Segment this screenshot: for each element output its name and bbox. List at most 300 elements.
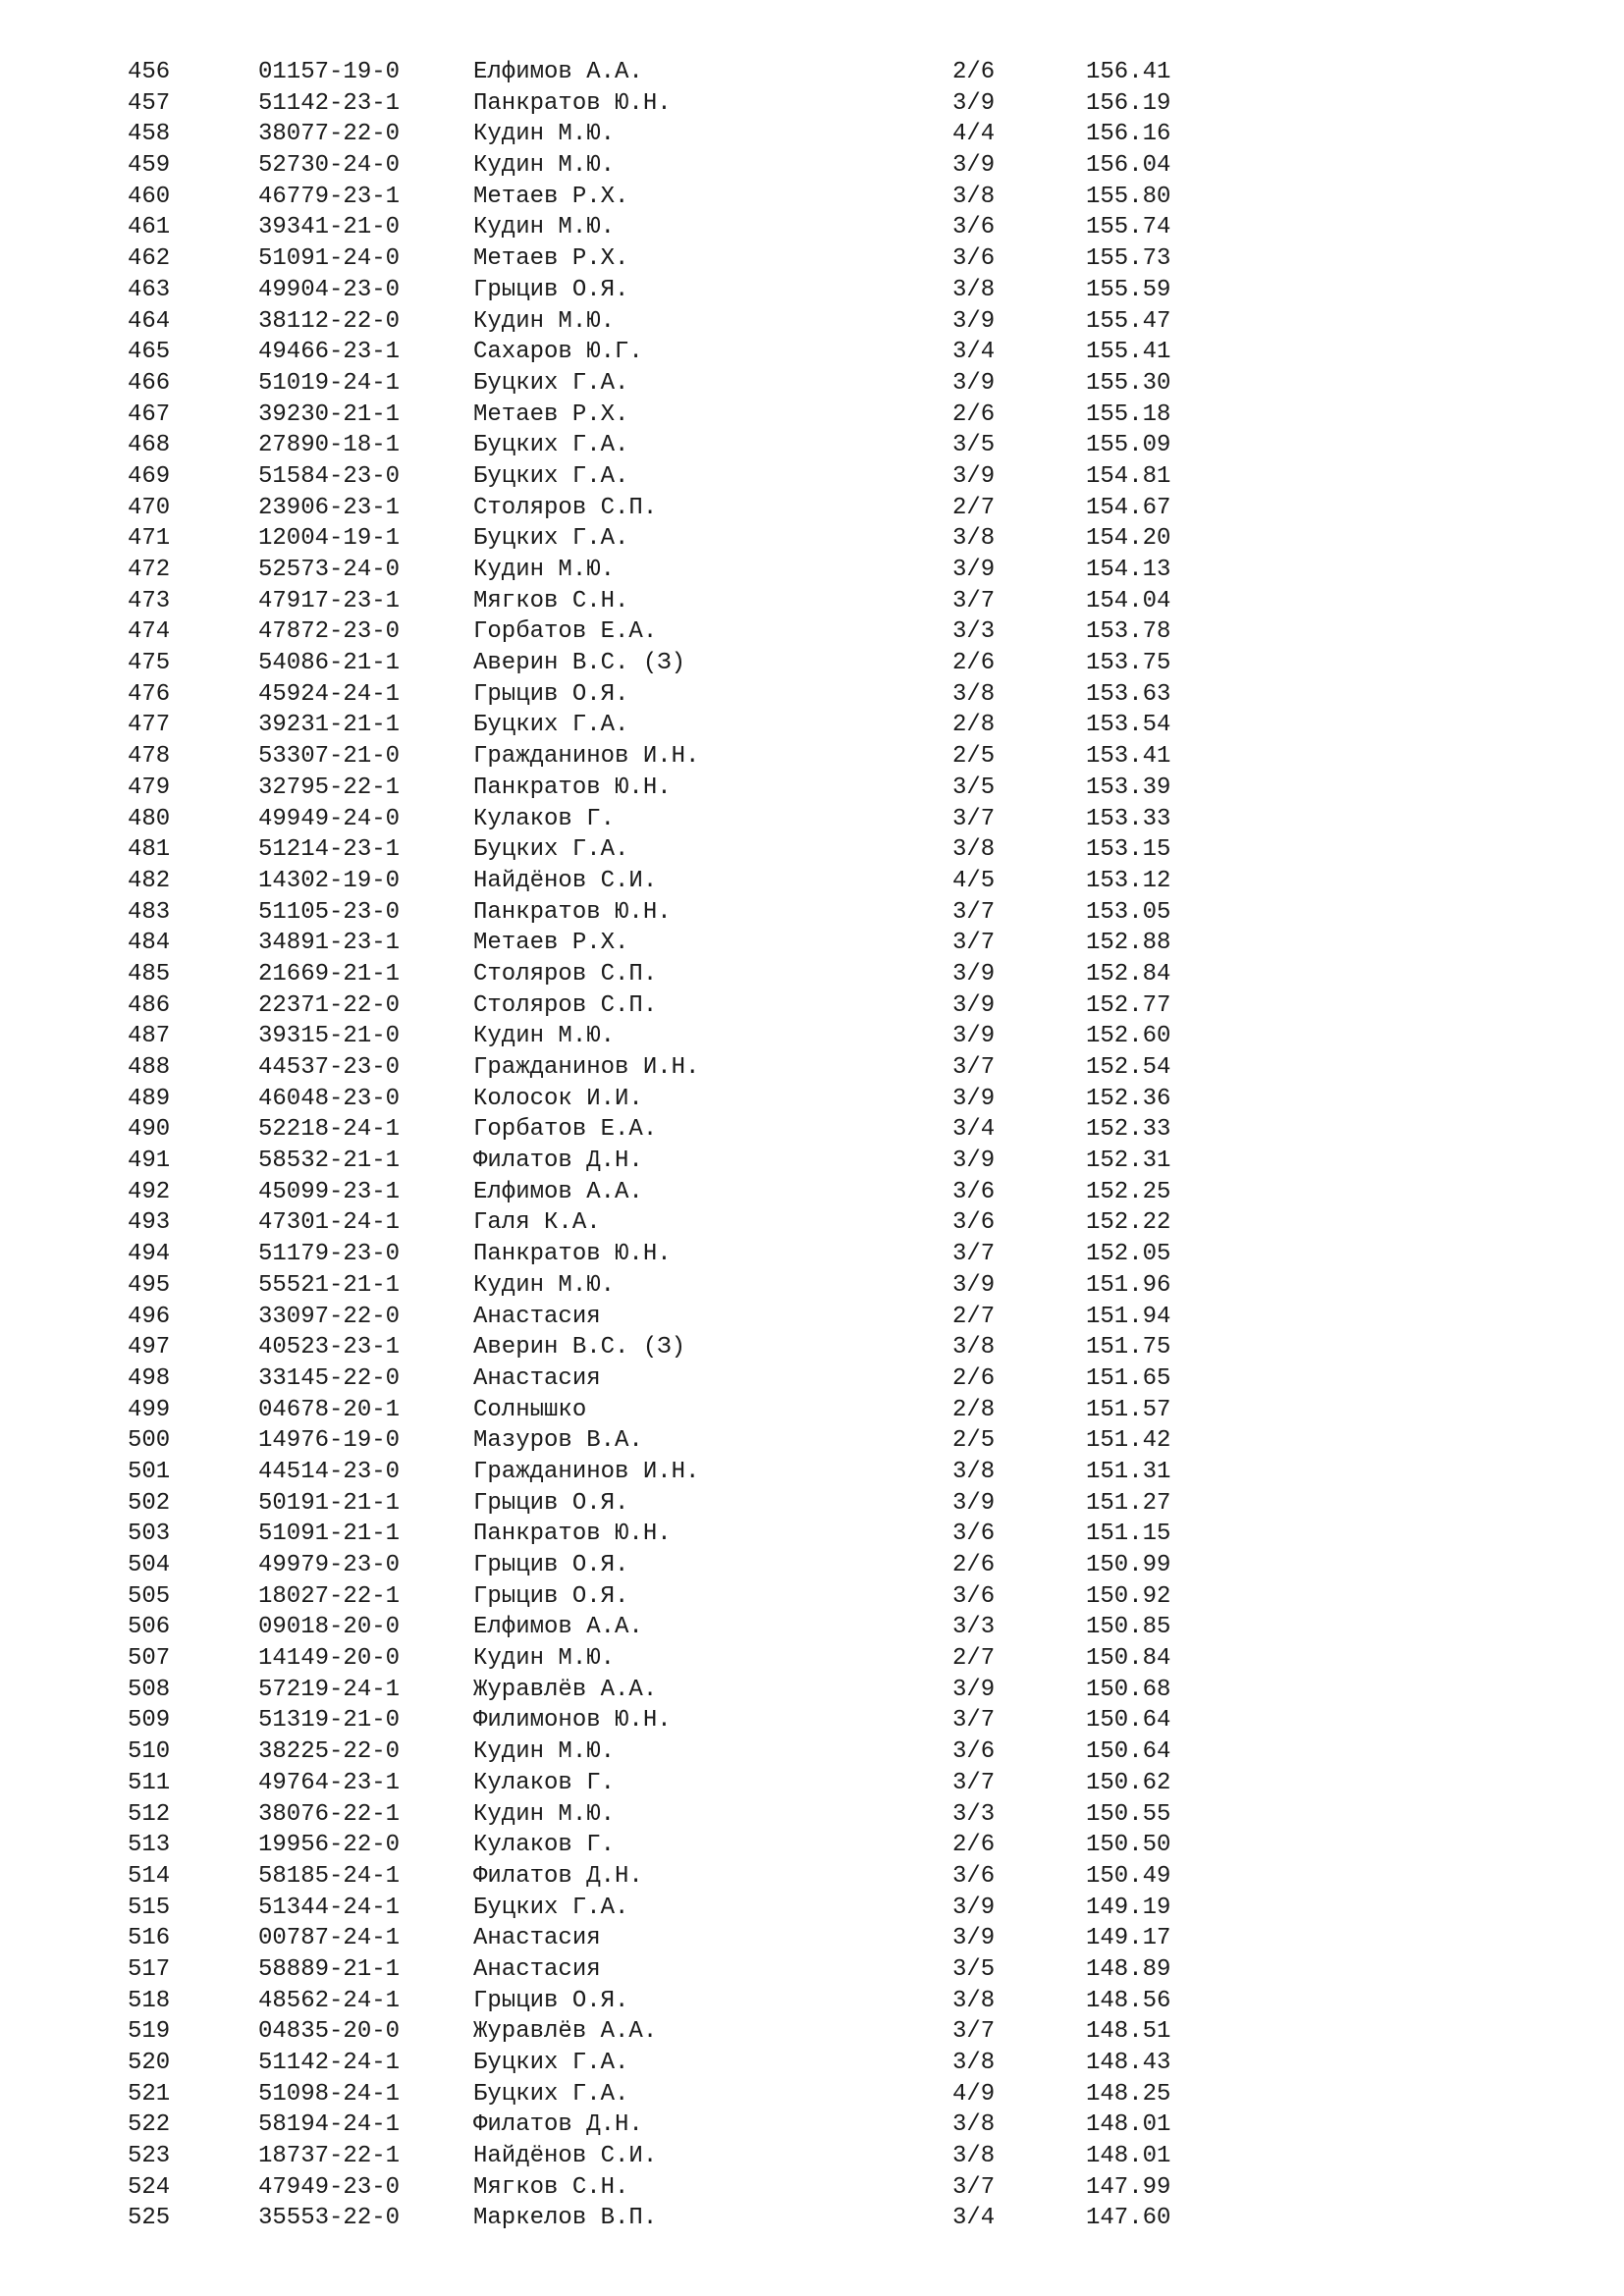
owner-name: Мягков С.Н. (473, 2173, 629, 2201)
score: 150.68 (1086, 1676, 1171, 1703)
ratio: 3/4 (952, 339, 996, 366)
pigeon-code: 51019-24-1 (258, 369, 401, 397)
score: 156.19 (1086, 89, 1171, 117)
pigeon-code: 38225-22-0 (258, 1738, 401, 1766)
row-number: 475 (128, 650, 171, 677)
score: 153.05 (1086, 898, 1171, 926)
score: 153.75 (1086, 650, 1171, 677)
owner-name: Метаев Р.Х. (473, 245, 629, 273)
pigeon-code: 04678-20-1 (258, 1396, 401, 1423)
owner-name: Буцких Г.А. (473, 2050, 629, 2076)
score: 150.64 (1086, 1707, 1171, 1735)
ratio: 3/3 (952, 618, 996, 646)
pigeon-code: 22371-22-0 (258, 991, 401, 1019)
pigeon-code: 45924-24-1 (258, 680, 401, 708)
pigeon-code: 52573-24-0 (258, 557, 401, 583)
score: 151.94 (1086, 1303, 1171, 1330)
pigeon-code: 47917-23-1 (258, 587, 401, 614)
pigeon-code: 47301-24-1 (258, 1209, 401, 1237)
row-number: 524 (128, 2173, 171, 2201)
score: 155.73 (1086, 245, 1171, 273)
owner-name: Сахаров Ю.Г. (473, 339, 643, 366)
ratio: 3/9 (952, 369, 996, 397)
score: 155.47 (1086, 307, 1171, 335)
score: 152.88 (1086, 930, 1171, 957)
ratio: 3/7 (952, 587, 996, 614)
row-number: 494 (128, 1241, 171, 1268)
owner-name: Буцких Г.А. (473, 2080, 629, 2108)
row-number: 506 (128, 1614, 171, 1641)
ratio: 3/3 (952, 1614, 996, 1641)
owner-name: Буцких Г.А. (473, 525, 629, 553)
pigeon-code: 01157-19-0 (258, 59, 401, 85)
row-number: 503 (128, 1521, 171, 1548)
score: 150.85 (1086, 1614, 1171, 1641)
ratio: 3/7 (952, 2173, 996, 2201)
row-number: 486 (128, 991, 171, 1019)
ratio: 3/9 (952, 1148, 996, 1175)
ratio: 3/7 (952, 1241, 996, 1268)
owner-name: Мазуров В.А. (473, 1427, 643, 1455)
row-number: 492 (128, 1178, 171, 1205)
ratio: 3/9 (952, 1085, 996, 1112)
score: 150.99 (1086, 1552, 1171, 1578)
ratio: 2/6 (952, 1552, 996, 1578)
pigeon-code: 51105-23-0 (258, 898, 401, 926)
row-number: 520 (128, 2050, 171, 2076)
ratio: 3/9 (952, 1676, 996, 1703)
pigeon-code: 44537-23-0 (258, 1054, 401, 1081)
row-number: 470 (128, 494, 171, 521)
row-number: 514 (128, 1862, 171, 1890)
ratio: 3/5 (952, 432, 996, 459)
row-number: 513 (128, 1832, 171, 1859)
ratio: 3/7 (952, 2018, 996, 2046)
score: 151.96 (1086, 1271, 1171, 1299)
score: 152.31 (1086, 1148, 1171, 1175)
row-number: 482 (128, 867, 171, 894)
pigeon-code: 49466-23-1 (258, 339, 401, 366)
pigeon-code: 51142-23-1 (258, 89, 401, 117)
ratio: 2/6 (952, 59, 996, 85)
ratio: 3/7 (952, 898, 996, 926)
pigeon-code: 39341-21-0 (258, 214, 401, 241)
row-number: 487 (128, 1023, 171, 1050)
row-number: 496 (128, 1303, 171, 1330)
ratio: 3/6 (952, 1209, 996, 1237)
score: 151.27 (1086, 1489, 1171, 1517)
score: 153.15 (1086, 836, 1171, 864)
row-number: 518 (128, 1987, 171, 2014)
ratio: 2/6 (952, 1364, 996, 1392)
score: 148.51 (1086, 2018, 1171, 2046)
ratio: 3/9 (952, 307, 996, 335)
pigeon-code: 58532-21-1 (258, 1148, 401, 1175)
pigeon-code: 27890-18-1 (258, 432, 401, 459)
owner-name: Филимонов Ю.Н. (473, 1707, 672, 1735)
ratio: 2/6 (952, 400, 996, 428)
owner-name: Кулаков Г. (473, 1769, 616, 1796)
row-number: 462 (128, 245, 171, 273)
row-number: 497 (128, 1334, 171, 1362)
ratio: 4/9 (952, 2080, 996, 2108)
owner-name: Анастасия (473, 1925, 601, 1952)
pigeon-code: 51142-24-1 (258, 2050, 401, 2076)
owner-name: Журавлёв А.А. (473, 2018, 658, 2046)
row-number: 491 (128, 1148, 171, 1175)
score: 151.42 (1086, 1427, 1171, 1455)
row-number: 498 (128, 1364, 171, 1392)
owner-name: Панкратов Ю.Н. (473, 1241, 672, 1268)
ratio: 3/6 (952, 214, 996, 241)
ratio: 3/7 (952, 1707, 996, 1735)
ratio: 3/6 (952, 245, 996, 273)
score: 148.01 (1086, 2143, 1171, 2170)
owner-name: Анастасия (473, 1303, 601, 1330)
score: 152.60 (1086, 1023, 1171, 1050)
score: 152.54 (1086, 1054, 1171, 1081)
row-number: 464 (128, 307, 171, 335)
owner-name: Столяров С.П. (473, 494, 658, 521)
owner-name: Буцких Г.А. (473, 462, 629, 490)
row-number: 523 (128, 2143, 171, 2170)
score: 148.25 (1086, 2080, 1171, 2108)
score: 153.63 (1086, 680, 1171, 708)
score: 152.33 (1086, 1116, 1171, 1144)
ratio: 2/7 (952, 494, 996, 521)
ratio: 2/6 (952, 650, 996, 677)
row-number: 493 (128, 1209, 171, 1237)
row-number: 509 (128, 1707, 171, 1735)
ratio: 3/9 (952, 991, 996, 1019)
pigeon-code: 14302-19-0 (258, 867, 401, 894)
row-number: 457 (128, 89, 171, 117)
row-number: 461 (128, 214, 171, 241)
ratio: 3/6 (952, 1738, 996, 1766)
row-number: 507 (128, 1645, 171, 1673)
score: 152.22 (1086, 1209, 1171, 1237)
score: 154.81 (1086, 462, 1171, 490)
owner-name: Буцких Г.А. (473, 432, 629, 459)
score: 155.30 (1086, 369, 1171, 397)
row-number: 463 (128, 276, 171, 303)
ratio: 3/8 (952, 1987, 996, 2014)
row-number: 515 (128, 1894, 171, 1921)
ratio: 3/8 (952, 1334, 996, 1362)
owner-name: Грыцив О.Я. (473, 680, 629, 708)
row-number: 511 (128, 1769, 171, 1796)
ratio: 2/7 (952, 1645, 996, 1673)
pigeon-code: 39230-21-1 (258, 400, 401, 428)
ratio: 3/8 (952, 183, 996, 210)
pigeon-code: 49949-24-0 (258, 805, 401, 832)
row-number: 485 (128, 960, 171, 988)
ratio: 2/5 (952, 1427, 996, 1455)
ratio: 2/8 (952, 712, 996, 739)
row-number: 471 (128, 525, 171, 553)
ratio: 3/8 (952, 2050, 996, 2076)
owner-name: Аверин В.С. (З) (473, 1334, 686, 1362)
row-number: 512 (128, 1800, 171, 1828)
score: 148.01 (1086, 2111, 1171, 2139)
pigeon-code: 44514-23-0 (258, 1458, 401, 1485)
pigeon-code: 57219-24-1 (258, 1676, 401, 1703)
ratio: 3/9 (952, 1023, 996, 1050)
ratio: 3/5 (952, 774, 996, 801)
score: 148.89 (1086, 1955, 1171, 1983)
pigeon-code: 48562-24-1 (258, 1987, 401, 2014)
owner-name: Анастасия (473, 1955, 601, 1983)
pigeon-code: 52730-24-0 (258, 152, 401, 180)
ratio: 3/6 (952, 1521, 996, 1548)
owner-name: Кудин М.Ю. (473, 1645, 616, 1673)
pigeon-code: 47949-23-0 (258, 2173, 401, 2201)
row-number: 473 (128, 587, 171, 614)
ratio: 3/7 (952, 1054, 996, 1081)
pigeon-code: 33097-22-0 (258, 1303, 401, 1330)
row-number: 483 (128, 898, 171, 926)
owner-name: Грыцив О.Я. (473, 276, 629, 303)
pigeon-code: 52218-24-1 (258, 1116, 401, 1144)
ratio: 3/9 (952, 960, 996, 988)
owner-name: Панкратов Ю.Н. (473, 1521, 672, 1548)
owner-name: Буцких Г.А. (473, 712, 629, 739)
score: 153.41 (1086, 743, 1171, 771)
row-number: 465 (128, 339, 171, 366)
score: 147.60 (1086, 2205, 1171, 2232)
pigeon-code: 51214-23-1 (258, 836, 401, 864)
row-number: 488 (128, 1054, 171, 1081)
owner-name: Столяров С.П. (473, 960, 658, 988)
row-number: 505 (128, 1582, 171, 1610)
pigeon-code: 51091-24-0 (258, 245, 401, 273)
ratio: 3/7 (952, 1769, 996, 1796)
row-number: 504 (128, 1552, 171, 1578)
ratio: 4/5 (952, 867, 996, 894)
owner-name: Буцких Г.А. (473, 1894, 629, 1921)
row-number: 468 (128, 432, 171, 459)
pigeon-code: 33145-22-0 (258, 1364, 401, 1392)
row-number: 508 (128, 1676, 171, 1703)
score: 148.56 (1086, 1987, 1171, 2014)
ratio: 2/5 (952, 743, 996, 771)
owner-name: Кулаков Г. (473, 805, 616, 832)
ratio: 3/8 (952, 525, 996, 553)
row-number: 516 (128, 1925, 171, 1952)
owner-name: Панкратов Ю.Н. (473, 774, 672, 801)
ratio: 3/8 (952, 2143, 996, 2170)
owner-name: Кудин М.Ю. (473, 1800, 616, 1828)
row-number: 481 (128, 836, 171, 864)
row-number: 510 (128, 1738, 171, 1766)
ratio: 3/9 (952, 462, 996, 490)
row-number: 525 (128, 2205, 171, 2232)
pigeon-code: 51584-23-0 (258, 462, 401, 490)
score: 154.13 (1086, 557, 1171, 583)
ratio: 2/6 (952, 1832, 996, 1859)
owner-name: Горбатов Е.А. (473, 618, 658, 646)
pigeon-code: 18737-22-1 (258, 2143, 401, 2170)
owner-name: Метаев Р.Х. (473, 930, 629, 957)
pigeon-code: 47872-23-0 (258, 618, 401, 646)
score: 153.12 (1086, 867, 1171, 894)
owner-name: Буцких Г.А. (473, 369, 629, 397)
row-number: 495 (128, 1271, 171, 1299)
pigeon-code: 21669-21-1 (258, 960, 401, 988)
row-number: 500 (128, 1427, 171, 1455)
row-number: 522 (128, 2111, 171, 2139)
ratio: 3/3 (952, 1800, 996, 1828)
pigeon-code: 51091-21-1 (258, 1521, 401, 1548)
owner-name: Грыцив О.Я. (473, 1489, 629, 1517)
pigeon-code: 55521-21-1 (258, 1271, 401, 1299)
pigeon-code: 40523-23-1 (258, 1334, 401, 1362)
owner-name: Солнышко (473, 1396, 587, 1423)
score: 150.84 (1086, 1645, 1171, 1673)
owner-name: Филатов Д.Н. (473, 2111, 643, 2139)
score: 154.04 (1086, 587, 1171, 614)
row-number: 489 (128, 1085, 171, 1112)
row-number: 472 (128, 557, 171, 583)
owner-name: Гражданинов И.Н. (473, 743, 700, 771)
ratio: 4/4 (952, 121, 996, 148)
score: 155.18 (1086, 400, 1171, 428)
score: 151.31 (1086, 1458, 1171, 1485)
pigeon-code: 00787-24-1 (258, 1925, 401, 1952)
owner-name: Кудин М.Ю. (473, 557, 616, 583)
ratio: 3/6 (952, 1582, 996, 1610)
owner-name: Грыцив О.Я. (473, 1582, 629, 1610)
owner-name: Гражданинов И.Н. (473, 1054, 700, 1081)
owner-name: Елфимов А.А. (473, 59, 643, 85)
pigeon-code: 14976-19-0 (258, 1427, 401, 1455)
score: 152.77 (1086, 991, 1171, 1019)
score: 155.59 (1086, 276, 1171, 303)
score: 152.36 (1086, 1085, 1171, 1112)
ratio: 3/7 (952, 930, 996, 957)
pigeon-code: 39231-21-1 (258, 712, 401, 739)
pigeon-code: 19956-22-0 (258, 1832, 401, 1859)
owner-name: Буцких Г.А. (473, 836, 629, 864)
ratio: 3/9 (952, 557, 996, 583)
score: 150.55 (1086, 1800, 1171, 1828)
owner-name: Кудин М.Ю. (473, 1023, 616, 1050)
owner-name: Панкратов Ю.Н. (473, 898, 672, 926)
owner-name: Галя К.А. (473, 1209, 601, 1237)
score: 153.54 (1086, 712, 1171, 739)
score: 148.43 (1086, 2050, 1171, 2076)
pigeon-code: 32795-22-1 (258, 774, 401, 801)
pigeon-code: 46048-23-0 (258, 1085, 401, 1112)
score: 155.41 (1086, 339, 1171, 366)
ratio: 2/7 (952, 1303, 996, 1330)
owner-name: Горбатов Е.А. (473, 1116, 658, 1144)
ratio: 3/9 (952, 1925, 996, 1952)
ratio: 2/8 (952, 1396, 996, 1423)
score: 155.74 (1086, 214, 1171, 241)
owner-name: Филатов Д.Н. (473, 1148, 643, 1175)
owner-name: Колосок И.И. (473, 1085, 643, 1112)
pigeon-code: 51344-24-1 (258, 1894, 401, 1921)
score: 153.39 (1086, 774, 1171, 801)
owner-name: Филатов Д.Н. (473, 1862, 643, 1890)
ratio: 3/5 (952, 1955, 996, 1983)
owner-name: Журавлёв А.А. (473, 1676, 658, 1703)
pigeon-code: 58889-21-1 (258, 1955, 401, 1983)
score: 151.75 (1086, 1334, 1171, 1362)
ratio: 3/6 (952, 1178, 996, 1205)
owner-name: Найдёнов С.И. (473, 2143, 658, 2170)
score: 153.33 (1086, 805, 1171, 832)
row-number: 458 (128, 121, 171, 148)
score: 150.50 (1086, 1832, 1171, 1859)
score: 150.92 (1086, 1582, 1171, 1610)
row-number: 480 (128, 805, 171, 832)
pigeon-code: 45099-23-1 (258, 1178, 401, 1205)
pigeon-code: 38077-22-0 (258, 121, 401, 148)
owner-name: Кудин М.Ю. (473, 152, 616, 180)
ratio: 3/9 (952, 1894, 996, 1921)
row-number: 478 (128, 743, 171, 771)
owner-name: Елфимов А.А. (473, 1178, 643, 1205)
pigeon-code: 38112-22-0 (258, 307, 401, 335)
score: 150.62 (1086, 1769, 1171, 1796)
row-number: 477 (128, 712, 171, 739)
pigeon-code: 12004-19-1 (258, 525, 401, 553)
score: 152.25 (1086, 1178, 1171, 1205)
pigeon-code: 58194-24-1 (258, 2111, 401, 2139)
ratio: 3/9 (952, 1271, 996, 1299)
row-number: 459 (128, 152, 171, 180)
score: 156.16 (1086, 121, 1171, 148)
score: 154.20 (1086, 525, 1171, 553)
owner-name: Найдёнов С.И. (473, 867, 658, 894)
pigeon-code: 51179-23-0 (258, 1241, 401, 1268)
ratio: 3/8 (952, 836, 996, 864)
row-number: 479 (128, 774, 171, 801)
row-number: 474 (128, 618, 171, 646)
row-number: 517 (128, 1955, 171, 1983)
score: 155.80 (1086, 183, 1171, 210)
row-number: 469 (128, 462, 171, 490)
score: 151.57 (1086, 1396, 1171, 1423)
ratio: 3/4 (952, 2205, 996, 2232)
owner-name: Кудин М.Ю. (473, 121, 616, 148)
pigeon-code: 46779-23-1 (258, 183, 401, 210)
row-number: 490 (128, 1116, 171, 1144)
score: 156.41 (1086, 59, 1171, 85)
row-number: 501 (128, 1458, 171, 1485)
owner-name: Метаев Р.Х. (473, 183, 629, 210)
row-number: 499 (128, 1396, 171, 1423)
ratio: 3/9 (952, 89, 996, 117)
ratio: 3/8 (952, 680, 996, 708)
pigeon-code: 49764-23-1 (258, 1769, 401, 1796)
pigeon-code: 38076-22-1 (258, 1800, 401, 1828)
score: 156.04 (1086, 152, 1171, 180)
row-number: 460 (128, 183, 171, 210)
owner-name: Маркелов В.П. (473, 2205, 658, 2232)
ratio: 3/9 (952, 1489, 996, 1517)
ratio: 3/9 (952, 152, 996, 180)
pigeon-code: 09018-20-0 (258, 1614, 401, 1641)
owner-name: Елфимов А.А. (473, 1614, 643, 1641)
pigeon-code: 58185-24-1 (258, 1862, 401, 1890)
owner-name: Кудин М.Ю. (473, 307, 616, 335)
pigeon-code: 49904-23-0 (258, 276, 401, 303)
pigeon-code: 14149-20-0 (258, 1645, 401, 1673)
row-number: 476 (128, 680, 171, 708)
